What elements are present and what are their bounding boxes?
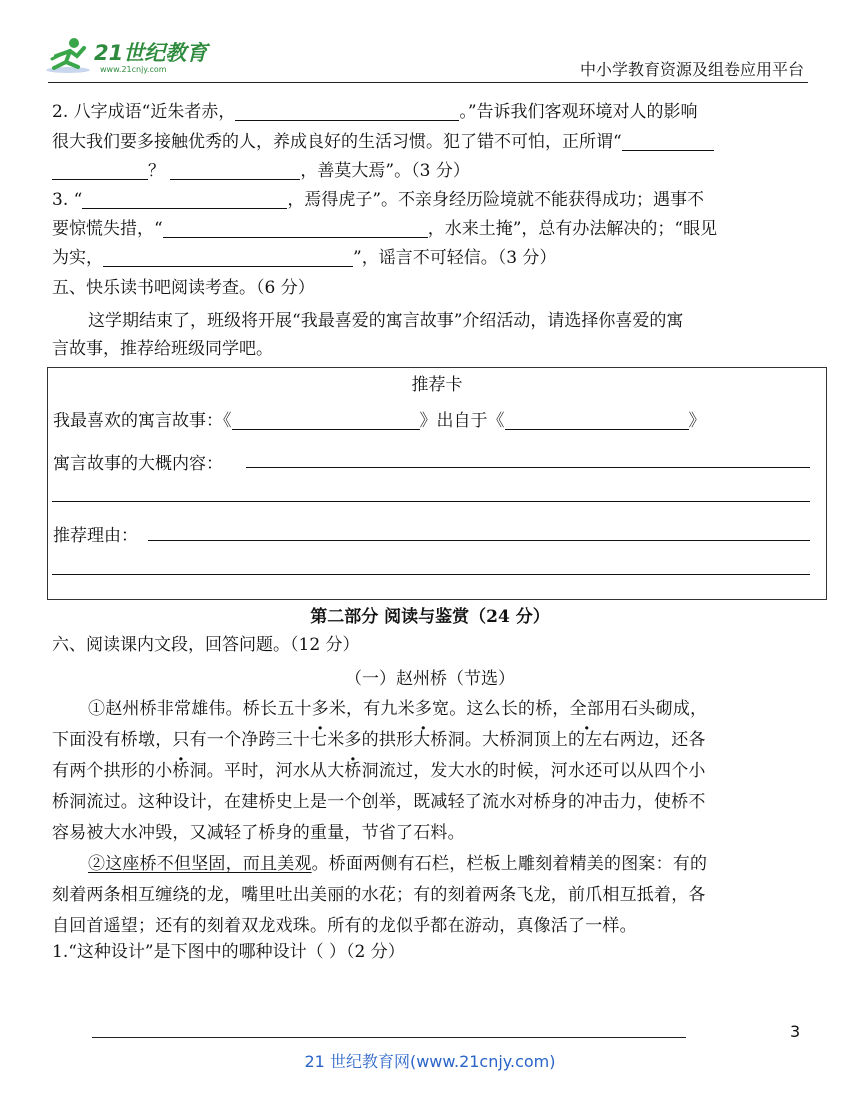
card-label: 》	[688, 411, 706, 431]
passage-text: 的拱形大桥洞。大桥洞顶上的左右两边，还各	[361, 730, 706, 750]
card-label: 我最喜欢的寓言故事：《	[53, 411, 232, 431]
fill-blank[interactable]	[103, 248, 353, 267]
content-field-line-1[interactable]	[246, 467, 810, 468]
reason-field-line-1[interactable]	[148, 540, 810, 541]
book-name-field[interactable]	[505, 411, 689, 430]
passage-paragraph-1	[52, 694, 812, 849]
fill-blank[interactable]	[163, 219, 428, 238]
emphasis-dot-word: 多	[414, 699, 433, 719]
q2-text: 很大我们要多接触优秀的人，养成良好的生活习惯。犯了错不可怕，正所谓“	[52, 132, 622, 152]
q6-subquestion-1: 1.“这种设计”是下图中的哪种设计（ ）（2 分）	[52, 942, 405, 962]
q2-text: 2. 八字成语“近朱者赤，	[52, 102, 236, 122]
q3-text: ”，谣言不可轻信。（3 分）	[353, 248, 557, 268]
passage-line	[52, 694, 812, 725]
q2-text: ？	[148, 161, 165, 181]
fill-blank[interactable]	[52, 161, 148, 180]
footer-site-link[interactable]: 21 世纪教育网(www.21cnjy.com)	[304, 1052, 556, 1071]
fill-blank[interactable]	[622, 132, 714, 151]
passage-paragraph-2	[52, 849, 812, 942]
q3-line-2	[52, 218, 717, 240]
q3-text: ，焉得虎子”。不亲身经历险境就不能获得成功；遇事不	[287, 190, 705, 210]
logo-text: 21世纪教育	[94, 41, 208, 65]
part-two-title: 第二部分 阅读与鉴赏（24 分）	[310, 607, 550, 627]
emphasis-dot-word: 只	[172, 730, 190, 750]
emphasis-dot-word: 多	[311, 699, 329, 719]
q2-line-1	[52, 101, 698, 123]
fill-blank[interactable]	[170, 161, 300, 180]
recommendation-card	[47, 367, 827, 600]
runner-logo-icon	[44, 34, 214, 76]
q3-text: 要惊慌失措，“	[52, 219, 163, 239]
passage-line	[52, 725, 812, 756]
reason-field-line-2[interactable]	[52, 574, 810, 575]
q2-line-2	[52, 131, 714, 153]
passage-line: 有两个拱形的小桥洞。平时，河水从大桥洞流过，发大水的时候，河水还可以从四个小	[52, 761, 706, 781]
passage-line: 容易被大水冲毁，又减轻了桥身的重量，节省了石料。	[52, 823, 465, 843]
q3-line-3	[52, 247, 556, 269]
footer-divider	[92, 1037, 686, 1038]
passage-text: 用石头砌成，	[604, 699, 708, 719]
page-number: 3	[790, 1022, 801, 1041]
passage-text: ①赵州桥非常雄伟。桥长五十	[88, 699, 312, 719]
content-field-line-2[interactable]	[52, 501, 810, 502]
passage-line	[52, 849, 812, 880]
q6-title: 六、阅读课内文段，回答问题。（12 分）	[52, 635, 360, 655]
q3-line-1	[52, 189, 704, 211]
emphasis-dot-word: 全部	[569, 699, 605, 719]
q3-text: ，水来土掩”，总有办法解决的；“眼见	[427, 219, 718, 239]
passage-line: 刻着两条相互缠绕的龙，嘴里吐出美丽的水花；有的刻着两条飞龙，前爪相互抵着，各	[52, 885, 706, 905]
story-name-field[interactable]	[232, 411, 420, 430]
q3-text: 3. “	[52, 190, 83, 210]
q5-title: 五、快乐读书吧阅读考查。（6 分）	[52, 278, 315, 298]
q5-intro-1: 这学期结束了，班级将开展“我最喜爱的寓言故事”介绍活动，请选择你喜爱的寓	[88, 311, 684, 331]
underlined-sentence: ②这座桥不但坚固，而且美观	[88, 854, 312, 874]
passage-text: 宽。这么长的桥，	[432, 699, 570, 719]
passage-text: 。桥面两侧有石栏，栏板上雕刻着精美的图案：有的	[311, 854, 708, 874]
q2-text: ，善莫大焉”。（3 分）	[300, 161, 470, 181]
emphasis-dot-word: 多	[344, 730, 362, 750]
fill-blank[interactable]	[82, 190, 287, 209]
passage-text: 下面没有桥墩，	[52, 730, 173, 750]
card-favorite-row	[53, 406, 706, 431]
site-logo	[44, 34, 214, 76]
fill-blank[interactable]	[235, 102, 459, 121]
header-divider	[48, 82, 808, 83]
card-label: 》出自于《	[419, 411, 505, 431]
card-reason-label: 推荐理由：	[53, 526, 138, 546]
passage-line: 桥洞流过。这种设计，在建桥史上是一个创举，既减轻了流水对桥身的冲击力，使桥不	[52, 792, 706, 812]
passage-text: 有一个净跨三十七米	[189, 730, 345, 750]
q5-intro-2: 言故事，推荐给班级同学吧。	[52, 339, 273, 359]
q3-text: 为实，	[52, 248, 103, 268]
q2-text: 。”告诉我们客观环境对人的影响	[459, 102, 698, 122]
passage-title: （一）赵州桥（节选）	[345, 669, 515, 689]
card-title: 推荐卡	[411, 375, 463, 395]
logo-url: www.21cnjy.com	[100, 65, 167, 74]
passage-text: 米，有九米	[328, 699, 415, 719]
q2-line-3	[52, 160, 470, 182]
passage-line: 自回首遥望；还有的刻着双龙戏珠。所有的龙似乎都在游动，真像活了一样。	[52, 916, 637, 936]
card-content-label: 寓言故事的大概内容：	[53, 454, 223, 474]
platform-name: 中小学教育资源及组卷应用平台	[579, 60, 804, 79]
